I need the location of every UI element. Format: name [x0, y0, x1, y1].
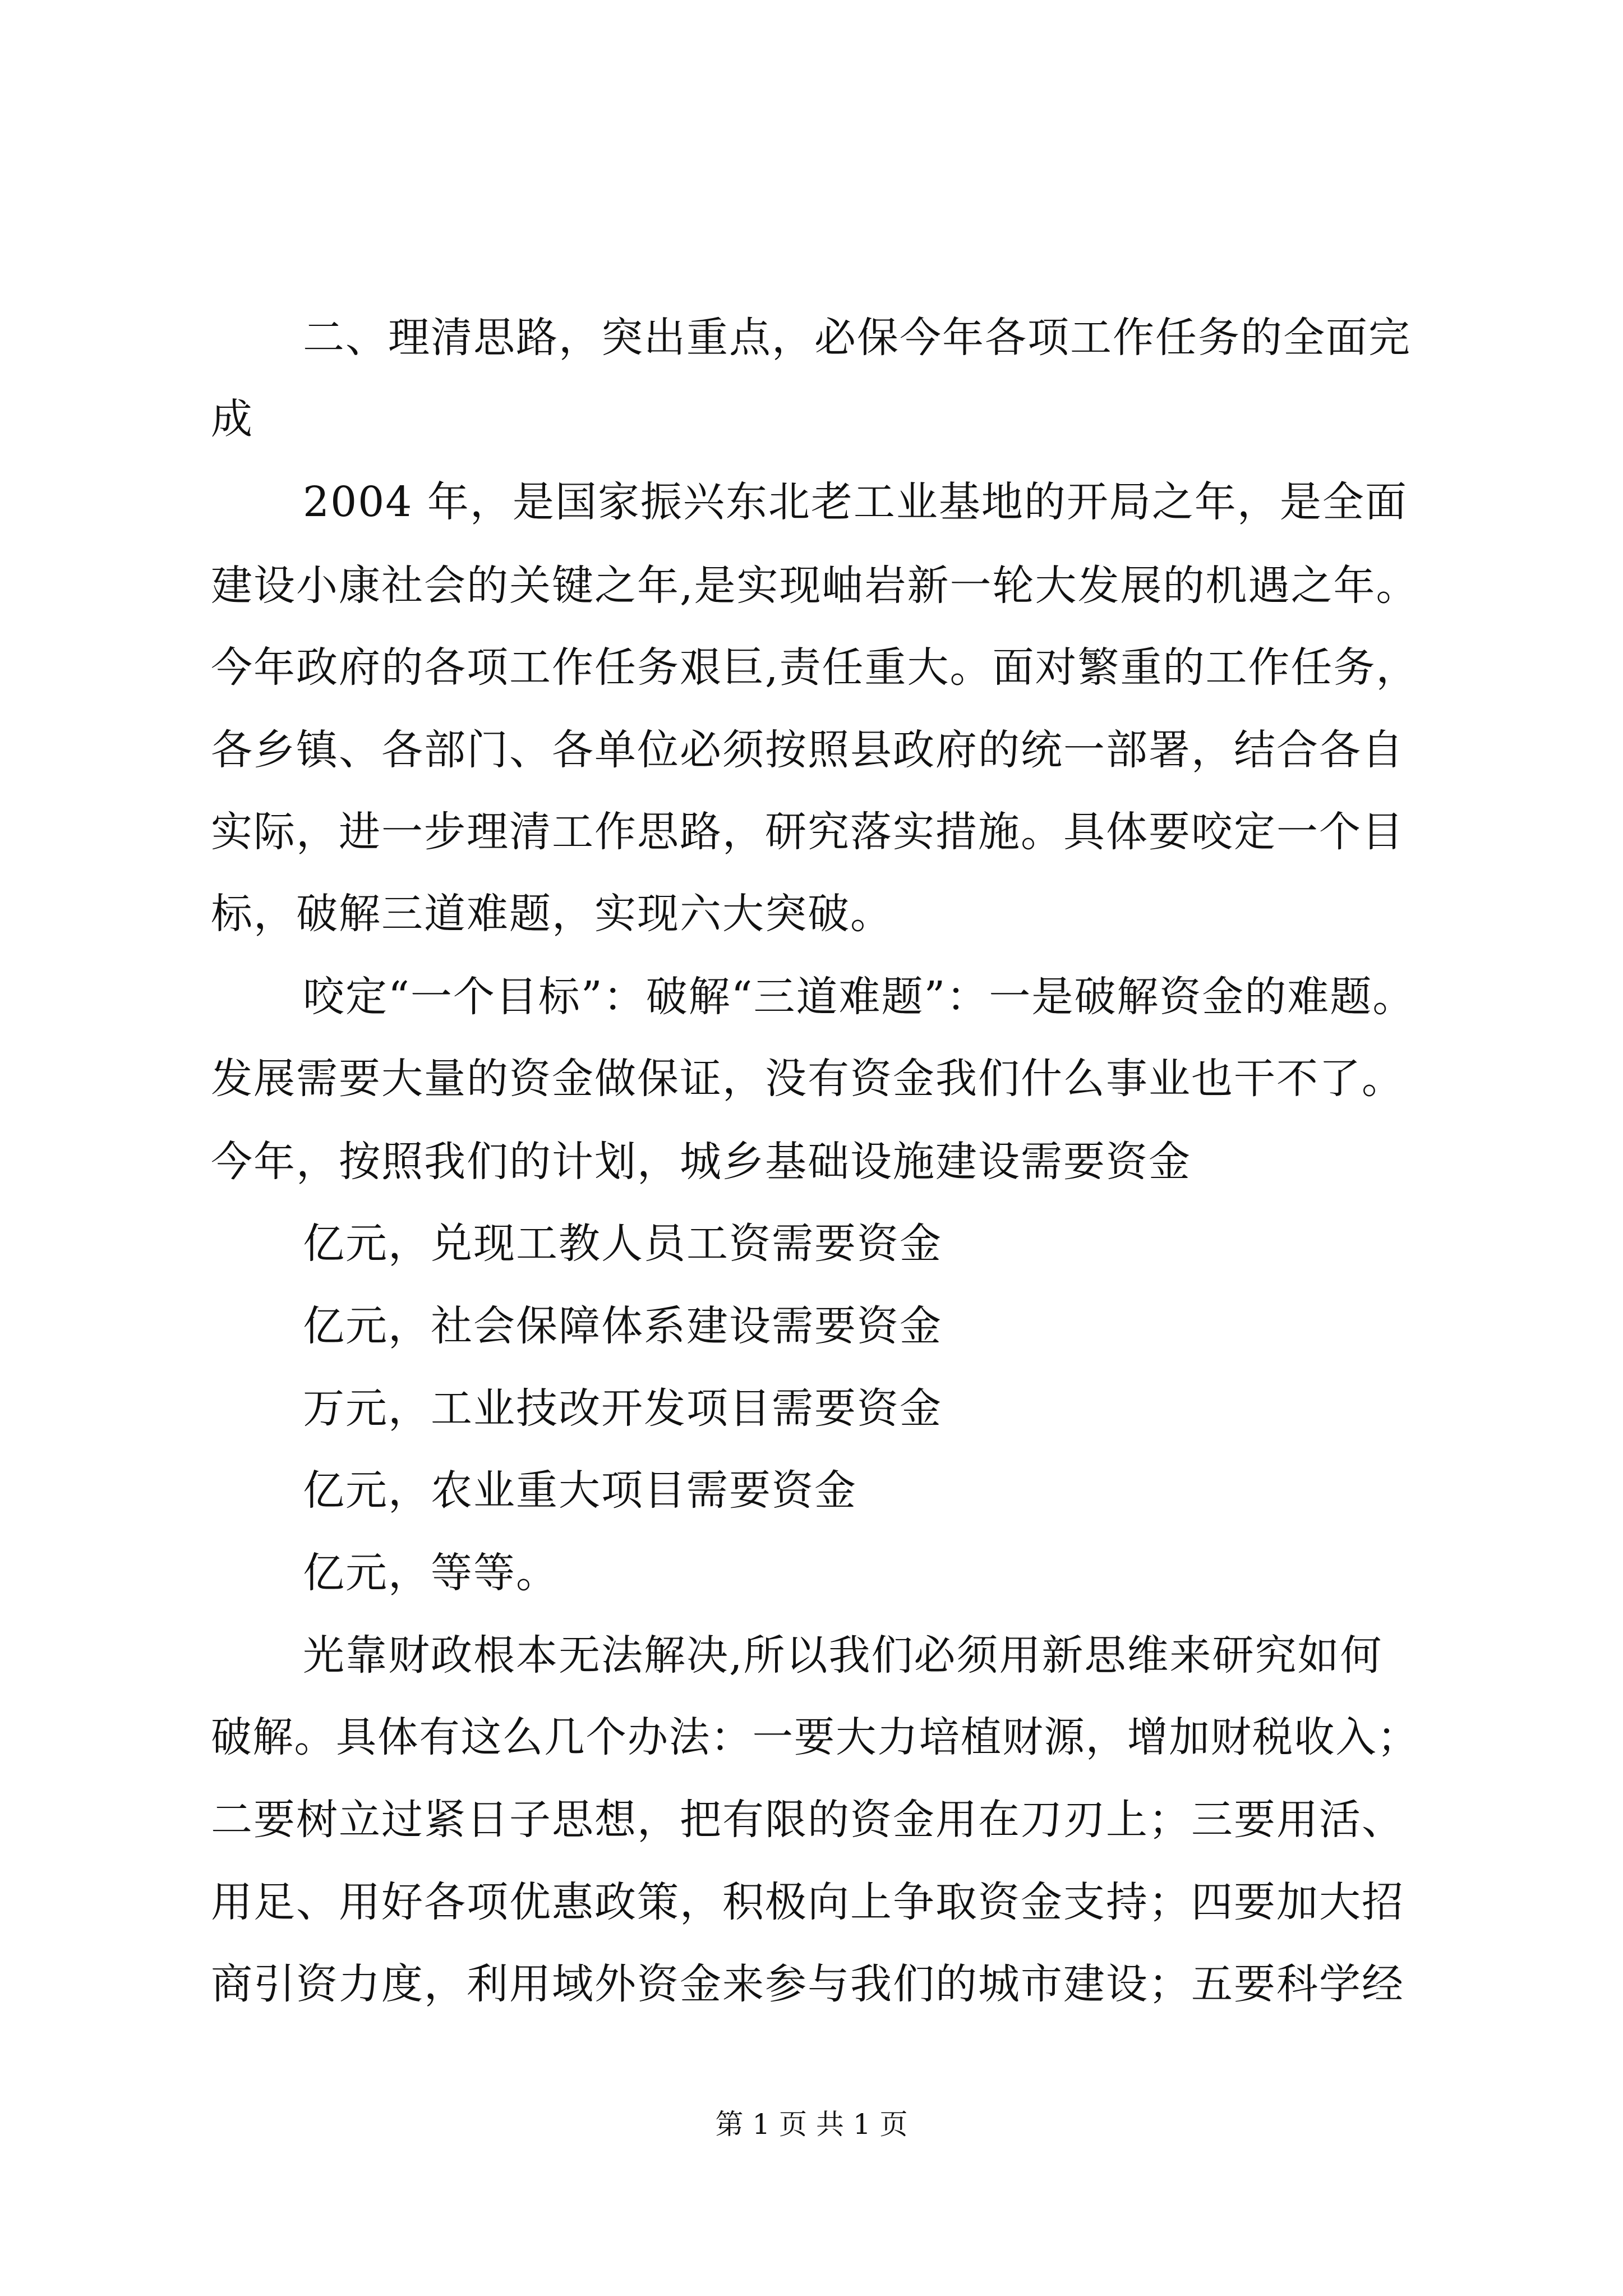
body-line: 亿元，农业重大项目需要资金	[303, 1466, 857, 1515]
body-line: 光靠财政根本无法解决,所以我们必须用新思维来研究如何	[303, 1631, 1383, 1680]
body-line: 商引资力度，利用域外资金来参与我们的城市建设；五要科学经	[211, 1960, 1404, 2008]
body-line: 二、理清思路，突出重点，必保今年各项工作任务的全面完	[303, 314, 1411, 362]
body-line: 成	[211, 395, 253, 443]
body-line: 用足、用好各项优惠政策，积极向上争取资金支持；四要加大招	[211, 1878, 1404, 1926]
body-line: 2004 年，是国家振兴东北老工业基地的开局之年，是全面	[303, 478, 1408, 526]
body-line: 建设小康社会的关键之年,是实现岫岩新一轮大发展的机遇之年。	[211, 562, 1419, 610]
page-footer: 第 1 页 共 1 页	[715, 2108, 908, 2141]
body-line: 实际，进一步理清工作思路，研究落实措施。具体要咬定一个目	[211, 808, 1404, 856]
body-line: 今年政府的各项工作任务艰巨,责任重大。面对繁重的工作任务，	[211, 643, 1419, 692]
body-line: 亿元，社会保障体系建设需要资金	[303, 1302, 942, 1350]
body-line: 各乡镇、各部门、各单位必须按照县政府的统一部署，结合各自	[211, 726, 1404, 774]
body-line: 亿元，兑现工教人员工资需要资金	[303, 1220, 942, 1268]
body-line: 咬定“一个目标”：破解“三道难题”：一是破解资金的难题。	[303, 973, 1415, 1021]
body-line: 标，破解三道难题，实现六大突破。	[211, 890, 893, 938]
body-line: 二要树立过紧日子思想，把有限的资金用在刀刃上；三要用活、	[211, 1796, 1404, 1844]
body-line: 亿元，等等。	[303, 1549, 559, 1597]
body-line: 万元，工业技改开发项目需要资金	[303, 1384, 942, 1433]
body-line: 今年，按照我们的计划，城乡基础设施建设需要资金	[211, 1138, 1191, 1186]
body-line: 破解。具体有这么几个办法：一要大力培植财源，增加财税收入；	[211, 1713, 1419, 1761]
body-line: 发展需要大量的资金做保证，没有资金我们什么事业也干不了。	[211, 1055, 1404, 1103]
